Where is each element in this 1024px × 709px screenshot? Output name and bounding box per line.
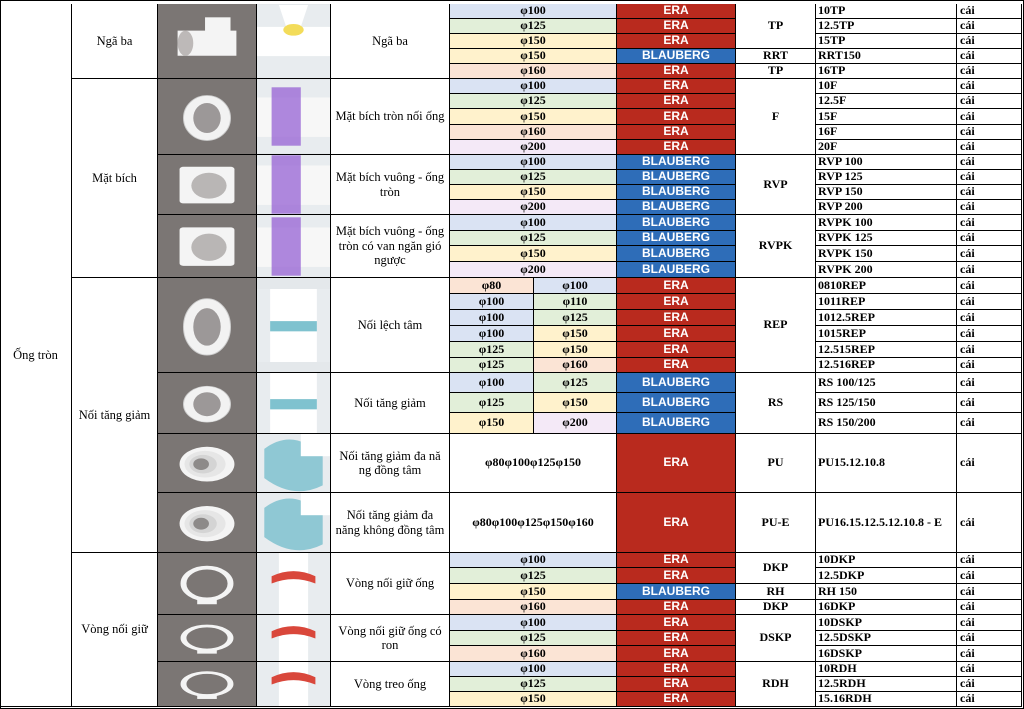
type-cell: REP [736,278,816,373]
size-cell: φ200 [450,140,617,155]
type-cell: F [736,79,816,155]
eccentric-reducer-photo [158,278,257,373]
multi-step-eccentric-reducer-render [257,493,331,553]
type-cell: RS [736,373,816,434]
size-from-cell: φ150 [450,413,534,434]
product-name: Vòng nối giữ ống [331,553,450,615]
product-name: Mặt bích vuông - ống tròn có van ngăn gió ngược [331,215,450,278]
size-to-cell: φ150 [534,393,617,413]
unit-cell: cái [957,125,1022,140]
unit-cell: cái [957,64,1022,79]
size-cell: φ150 [450,246,617,262]
size-cell: φ150 [450,34,617,49]
code-cell: RS 100/125 [816,373,957,393]
unit-cell: cái [957,631,1022,646]
unit-cell: cái [957,342,1022,358]
brand-blauberg-cell: BLAUBERG [617,185,736,200]
size-to-cell: φ150 [534,326,617,342]
size-cell: φ80φ100φ125φ150 [450,434,617,493]
brand-era-cell: ERA [617,646,736,662]
size-cell: φ100 [450,615,617,631]
product-name: Mặt bích vuông - ống tròn [331,155,450,215]
brand-era-cell: ERA [617,493,736,553]
unit-cell: cái [957,262,1022,278]
unit-cell: cái [957,278,1022,294]
square-flange-valve-render [257,215,331,278]
brand-era-cell: ERA [617,568,736,584]
brand-blauberg-cell: BLAUBERG [617,413,736,434]
unit-cell: cái [957,170,1022,185]
size-cell: φ80φ100φ125φ150φ160 [450,493,617,553]
size-cell: φ150 [450,109,617,125]
unit-cell: cái [957,246,1022,262]
code-cell: 10DSKP [816,615,957,631]
brand-era-cell: ERA [617,79,736,94]
code-cell: 10TP [816,4,957,19]
size-from-cell: φ125 [450,342,534,358]
product-name: Mặt bích tròn nối ống [331,79,450,155]
brand-era-cell: ERA [617,692,736,707]
type-cell: TP [736,64,816,79]
brand-era-cell: ERA [617,677,736,692]
size-from-cell: φ125 [450,393,534,413]
product-name: Vòng treo ống [331,662,450,707]
tee-junction-photo [158,4,257,79]
brand-era-cell: ERA [617,140,736,155]
clamp-ring-render [257,553,331,615]
type-cell: RDH [736,662,816,707]
category-name: Ống tròn [0,4,72,707]
size-to-cell: φ160 [534,358,617,373]
code-cell: RVPK 200 [816,262,957,278]
code-cell: 12.5TP [816,19,957,34]
eccentric-reducer-render [257,278,331,373]
hanger-ring-photo [158,662,257,707]
size-cell: φ150 [450,584,617,600]
square-flange-render [257,155,331,215]
unit-cell: cái [957,215,1022,231]
size-from-cell: φ100 [450,373,534,393]
brand-era-cell: ERA [617,326,736,342]
unit-cell: cái [957,358,1022,373]
unit-cell: cái [957,294,1022,310]
brand-blauberg-cell: BLAUBERG [617,170,736,185]
size-cell: φ100 [450,4,617,19]
unit-cell: cái [957,140,1022,155]
size-from-cell: φ125 [450,358,534,373]
product-name: Nối lệch tâm [331,278,450,373]
code-cell: PU16.15.12.5.12.10.8 - E [816,493,957,553]
type-cell: PU [736,434,816,493]
code-cell: 12.5F [816,94,957,109]
unit-cell: cái [957,600,1022,615]
unit-cell: cái [957,373,1022,393]
code-cell: RVP 150 [816,185,957,200]
code-cell: 10F [816,79,957,94]
unit-cell: cái [957,79,1022,94]
code-cell: 20F [816,140,957,155]
reducer-render [257,373,331,434]
type-cell: DSKP [736,615,816,662]
code-cell: RH 150 [816,584,957,600]
unit-cell: cái [957,434,1022,493]
code-cell: 16F [816,125,957,140]
round-flange-render [257,79,331,155]
code-cell: RVPK 125 [816,231,957,246]
brand-era-cell: ERA [617,278,736,294]
size-to-cell: φ150 [534,342,617,358]
brand-era-cell: ERA [617,310,736,326]
gasket-clamp-ring-render [257,615,331,662]
code-cell: 12.5RDH [816,677,957,692]
size-cell: φ160 [450,64,617,79]
brand-era-cell: ERA [617,615,736,631]
size-cell: φ160 [450,125,617,140]
code-cell: 10DKP [816,553,957,568]
code-cell: 16DSKP [816,646,957,662]
size-cell: φ100 [450,155,617,170]
multi-step-eccentric-reducer-photo [158,493,257,553]
size-cell: φ125 [450,568,617,584]
size-cell: φ125 [450,94,617,109]
type-cell: DKP [736,600,816,615]
reducer-photo [158,373,257,434]
size-cell: φ100 [450,553,617,568]
brand-era-cell: ERA [617,358,736,373]
brand-blauberg-cell: BLAUBERG [617,49,736,64]
brand-blauberg-cell: BLAUBERG [617,246,736,262]
code-cell: 1012.5REP [816,310,957,326]
code-cell: 0810REP [816,278,957,294]
unit-cell: cái [957,568,1022,584]
size-cell: φ125 [450,677,617,692]
multi-step-concentric-reducer-render [257,434,331,493]
brand-blauberg-cell: BLAUBERG [617,373,736,393]
size-to-cell: φ110 [534,294,617,310]
unit-cell: cái [957,662,1022,677]
size-cell: φ150 [450,692,617,707]
code-cell: RS 125/150 [816,393,957,413]
unit-cell: cái [957,326,1022,342]
brand-blauberg-cell: BLAUBERG [617,215,736,231]
code-cell: 16TP [816,64,957,79]
clamp-ring-photo [158,553,257,615]
unit-cell: cái [957,109,1022,125]
type-cell: RRT [736,49,816,64]
code-cell: RVP 200 [816,200,957,215]
size-cell: φ100 [450,215,617,231]
code-cell: 12.5DKP [816,568,957,584]
size-from-cell: φ100 [450,310,534,326]
size-cell: φ160 [450,600,617,615]
unit-cell: cái [957,19,1022,34]
unit-cell: cái [957,493,1022,553]
size-cell: φ200 [450,262,617,278]
brand-era-cell: ERA [617,434,736,493]
code-cell: 12.516REP [816,358,957,373]
code-cell: RVPK 100 [816,215,957,231]
code-cell: RS 150/200 [816,413,957,434]
unit-cell: cái [957,692,1022,707]
gasket-clamp-ring-photo [158,615,257,662]
unit-cell: cái [957,185,1022,200]
unit-cell: cái [957,413,1022,434]
brand-era-cell: ERA [617,342,736,358]
size-from-cell: φ80 [450,278,534,294]
code-cell: 10RDH [816,662,957,677]
size-cell: φ150 [450,185,617,200]
type-cell: RVPK [736,215,816,278]
product-name: Ngã ba [331,4,450,79]
brand-era-cell: ERA [617,600,736,615]
brand-era-cell: ERA [617,631,736,646]
code-cell: 15.16RDH [816,692,957,707]
group-name: Nối tăng giảm [72,278,158,553]
group-name: Ngã ba [72,4,158,79]
brand-era-cell: ERA [617,34,736,49]
size-cell: φ160 [450,646,617,662]
unit-cell: cái [957,677,1022,692]
code-cell: 16DKP [816,600,957,615]
code-cell: PU15.12.10.8 [816,434,957,493]
tee-junction-render [257,4,331,79]
code-cell: 1015REP [816,326,957,342]
code-cell: 15F [816,109,957,125]
brand-era-cell: ERA [617,294,736,310]
unit-cell: cái [957,49,1022,64]
unit-cell: cái [957,393,1022,413]
type-cell: TP [736,4,816,49]
hanger-ring-render [257,662,331,707]
size-cell: φ125 [450,631,617,646]
size-to-cell: φ125 [534,373,617,393]
size-cell: φ125 [450,231,617,246]
code-cell: RVP 125 [816,170,957,185]
brand-era-cell: ERA [617,4,736,19]
brand-era-cell: ERA [617,553,736,568]
code-cell: RVPK 150 [816,246,957,262]
unit-cell: cái [957,553,1022,568]
product-name: Vòng nối giữ ống có ron [331,615,450,662]
unit-cell: cái [957,155,1022,170]
code-cell: RVP 100 [816,155,957,170]
unit-cell: cái [957,231,1022,246]
brand-era-cell: ERA [617,109,736,125]
unit-cell: cái [957,615,1022,631]
brand-blauberg-cell: BLAUBERG [617,155,736,170]
size-from-cell: φ100 [450,294,534,310]
square-flange-photo [158,155,257,215]
brand-era-cell: ERA [617,125,736,140]
code-cell: 12.5DSKP [816,631,957,646]
brand-blauberg-cell: BLAUBERG [617,393,736,413]
brand-blauberg-cell: BLAUBERG [617,200,736,215]
type-cell: RVP [736,155,816,215]
square-flange-valve-photo [158,215,257,278]
size-cell: φ125 [450,19,617,34]
unit-cell: cái [957,646,1022,662]
brand-blauberg-cell: BLAUBERG [617,231,736,246]
multi-step-concentric-reducer-photo [158,434,257,493]
group-name: Mặt bích [72,79,158,278]
unit-cell: cái [957,584,1022,600]
brand-era-cell: ERA [617,662,736,677]
unit-cell: cái [957,4,1022,19]
product-name: Nối tăng giảm đa nă ng đồng tâm [331,434,450,493]
brand-blauberg-cell: BLAUBERG [617,584,736,600]
unit-cell: cái [957,94,1022,109]
size-cell: φ100 [450,79,617,94]
code-cell: 1011REP [816,294,957,310]
size-cell: φ100 [450,662,617,677]
unit-cell: cái [957,34,1022,49]
size-to-cell: φ100 [534,278,617,294]
group-name: Vòng nối giữ [72,553,158,707]
round-flange-photo [158,79,257,155]
brand-era-cell: ERA [617,94,736,109]
brand-era-cell: ERA [617,64,736,79]
type-cell: PU-E [736,493,816,553]
product-name: Nối tăng giảm đa năng không đồng tâm [331,493,450,553]
code-cell: 15TP [816,34,957,49]
size-to-cell: φ125 [534,310,617,326]
size-cell: φ150 [450,49,617,64]
size-cell: φ125 [450,170,617,185]
type-cell: RH [736,584,816,600]
unit-cell: cái [957,200,1022,215]
code-cell: 12.515REP [816,342,957,358]
brand-blauberg-cell: BLAUBERG [617,262,736,278]
type-cell: DKP [736,553,816,584]
size-to-cell: φ200 [534,413,617,434]
brand-era-cell: ERA [617,19,736,34]
size-cell: φ200 [450,200,617,215]
unit-cell: cái [957,310,1022,326]
code-cell: RRT150 [816,49,957,64]
product-name: Nối tăng giảm [331,373,450,434]
size-from-cell: φ100 [450,326,534,342]
